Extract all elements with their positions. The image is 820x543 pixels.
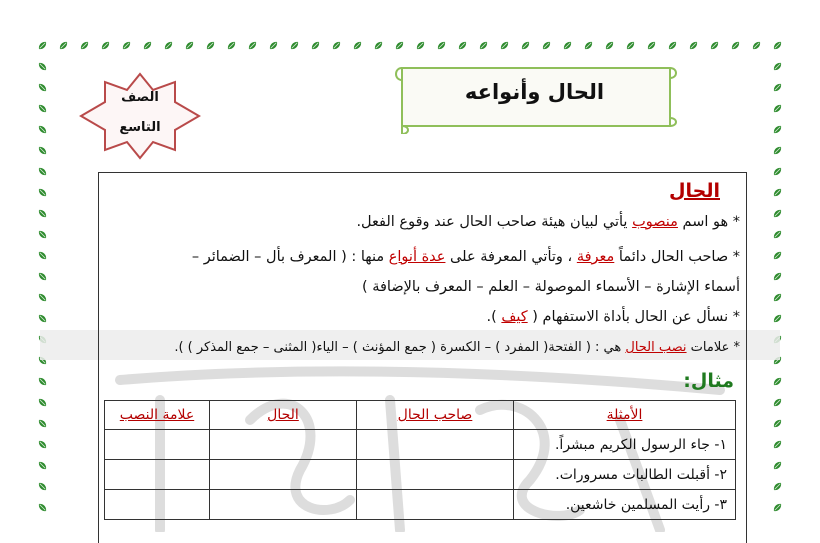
- leaf-ornament: [205, 40, 216, 51]
- leaf-ornament: [772, 250, 783, 261]
- leaf-ornament: [772, 82, 783, 93]
- example-heading: مثال:: [683, 370, 734, 392]
- examples-table: [104, 400, 736, 520]
- leaf-ornament: [730, 40, 741, 51]
- leaf-ornament: [268, 40, 279, 51]
- leaf-ornament: [37, 145, 48, 156]
- leaf-ornament: [37, 229, 48, 240]
- leaf-ornament: [772, 166, 783, 177]
- leaf-ornament: [289, 40, 300, 51]
- leaf-ornament: [562, 40, 573, 51]
- leaf-ornament: [37, 103, 48, 114]
- leaf-ornament: [688, 40, 699, 51]
- leaf-ornament: [226, 40, 237, 51]
- leaf-ornament: [37, 313, 48, 324]
- leaf-ornament: [163, 40, 174, 51]
- bullet-4-highlight: نصب الحال: [625, 340, 687, 355]
- cell-example: ١- جاء الرسول الكريم مبشراً.: [514, 430, 736, 460]
- badge-line-1: الصف: [121, 90, 159, 105]
- bullet-1: [356, 214, 740, 230]
- leaf-ornament: [457, 40, 468, 51]
- leaf-ornament: [58, 40, 69, 51]
- bullet-4-text-end: هي : ( الفتحة( المفرد ) – الكسرة ( جمع المؤنث ) – الياء( المثنى – جمع المذكر ) ).: [174, 340, 626, 355]
- bullet-3: [486, 309, 740, 325]
- cell-example: ٣- رأيت المسلمين خاشعين.: [514, 490, 736, 520]
- bullet-1-text: * هو اسم: [677, 214, 740, 230]
- leaf-ornament: [625, 40, 636, 51]
- cell-hal[interactable]: [210, 430, 357, 460]
- leaf-ornament: [751, 40, 762, 51]
- leaf-ornament: [184, 40, 195, 51]
- leaf-ornament: [37, 397, 48, 408]
- bullet-2-text: * صاحب الحال دائماً: [614, 249, 740, 265]
- leaf-ornament: [37, 40, 48, 51]
- leaf-ornament: [772, 187, 783, 198]
- leaf-ornament: [37, 166, 48, 177]
- leaf-ornament: [478, 40, 489, 51]
- leaf-ornament: [37, 481, 48, 492]
- leaf-ornament: [583, 40, 594, 51]
- page-title: الحال وأنواعه: [464, 80, 605, 104]
- cell-case-mark[interactable]: [105, 490, 210, 520]
- leaf-ornament: [121, 40, 132, 51]
- table-row: [105, 430, 736, 460]
- leaf-ornament: [772, 40, 783, 51]
- leaf-ornament: [100, 40, 111, 51]
- bullet-4-text: * علامات: [686, 340, 740, 355]
- leaf-ornament: [37, 292, 48, 303]
- leaf-ornament: [310, 40, 321, 51]
- leaf-ornament: [667, 40, 678, 51]
- table-row: [105, 460, 736, 490]
- leaf-ornament: [37, 187, 48, 198]
- leaf-ornament: [37, 61, 48, 72]
- col-header-case-mark: علامة النصب: [105, 401, 210, 430]
- leaf-ornament: [37, 271, 48, 282]
- leaf-ornament: [709, 40, 720, 51]
- leaf-ornament: [772, 481, 783, 492]
- leaf-ornament: [247, 40, 258, 51]
- leaf-ornament: [772, 229, 783, 240]
- bullet-2: [192, 249, 740, 265]
- grade-badge: [75, 72, 205, 160]
- leaf-ornament: [37, 460, 48, 471]
- bullet-3-text: * نسأل عن الحال بأداة الاستفهام (: [527, 309, 740, 325]
- bullet-3-highlight: كيف: [501, 309, 528, 325]
- bullet-2-highlight-1: معرفة: [576, 249, 615, 265]
- leaf-ornament: [772, 502, 783, 513]
- table-row: [105, 490, 736, 520]
- cell-case-mark[interactable]: [105, 460, 210, 490]
- cell-subject[interactable]: [357, 430, 514, 460]
- bullet-2-continued: أسماء الإشارة – الأسماء الموصولة – العلم – المعرف بالإضافة ): [361, 279, 740, 295]
- badge-line-2: التاسع: [119, 120, 161, 135]
- leaf-ornament: [772, 376, 783, 387]
- bullet-1-text-end: يأتي لبيان هيئة صاحب الحال عند وقوع الفعل.: [356, 214, 633, 230]
- cell-subject[interactable]: [357, 490, 514, 520]
- leaf-ornament: [772, 313, 783, 324]
- leaf-ornament: [394, 40, 405, 51]
- leaf-ornament: [436, 40, 447, 51]
- col-header-subject: صاحب الحال: [357, 401, 514, 430]
- leaf-ornament: [646, 40, 657, 51]
- table-header-row: [105, 401, 736, 430]
- cell-subject[interactable]: [357, 460, 514, 490]
- leaf-ornament: [142, 40, 153, 51]
- section-heading: الحال: [669, 180, 720, 202]
- leaf-ornament: [37, 418, 48, 429]
- leaf-ornament: [37, 124, 48, 135]
- title-scroll: [392, 62, 677, 134]
- leaf-ornament: [772, 103, 783, 114]
- leaf-ornament: [415, 40, 426, 51]
- leaf-ornament: [772, 208, 783, 219]
- leaf-ornament: [352, 40, 363, 51]
- leaf-ornament: [604, 40, 615, 51]
- bullet-3-text-end: ).: [486, 309, 502, 325]
- cell-hal[interactable]: [210, 460, 357, 490]
- cell-hal[interactable]: [210, 490, 357, 520]
- bullet-2-text-end: منها : ( المعرف بأل – الضمائر –: [191, 249, 389, 265]
- bullet-4: [174, 340, 740, 355]
- leaf-ornament: [37, 250, 48, 261]
- leaf-ornament: [772, 292, 783, 303]
- leaf-ornament: [331, 40, 342, 51]
- leaf-ornament: [772, 271, 783, 282]
- leaf-ornament: [37, 439, 48, 450]
- leaf-ornament: [772, 418, 783, 429]
- leaf-ornament: [499, 40, 510, 51]
- leaf-ornament: [772, 124, 783, 135]
- leaf-ornament: [772, 61, 783, 72]
- bullet-2-highlight-2: عدة أنواع: [388, 249, 446, 265]
- leaf-ornament: [37, 208, 48, 219]
- leaf-ornament: [373, 40, 384, 51]
- leaf-ornament: [79, 40, 90, 51]
- leaf-ornament: [772, 439, 783, 450]
- bullet-1-highlight: منصوب: [632, 214, 678, 230]
- col-header-hal: الحال: [210, 401, 357, 430]
- leaf-ornament: [37, 82, 48, 93]
- leaf-ornament: [772, 460, 783, 471]
- leaf-ornament: [37, 502, 48, 513]
- col-header-examples: الأمثلة: [514, 401, 736, 430]
- leaf-ornament: [520, 40, 531, 51]
- cell-example: ٢- أقبلت الطالبات مسرورات.: [514, 460, 736, 490]
- leaf-ornament: [772, 397, 783, 408]
- cell-case-mark[interactable]: [105, 430, 210, 460]
- leaf-ornament: [541, 40, 552, 51]
- bullet-2-text-mid: ، وتأتي المعرفة على: [445, 249, 577, 265]
- leaf-ornament: [772, 145, 783, 156]
- leaf-ornament: [37, 376, 48, 387]
